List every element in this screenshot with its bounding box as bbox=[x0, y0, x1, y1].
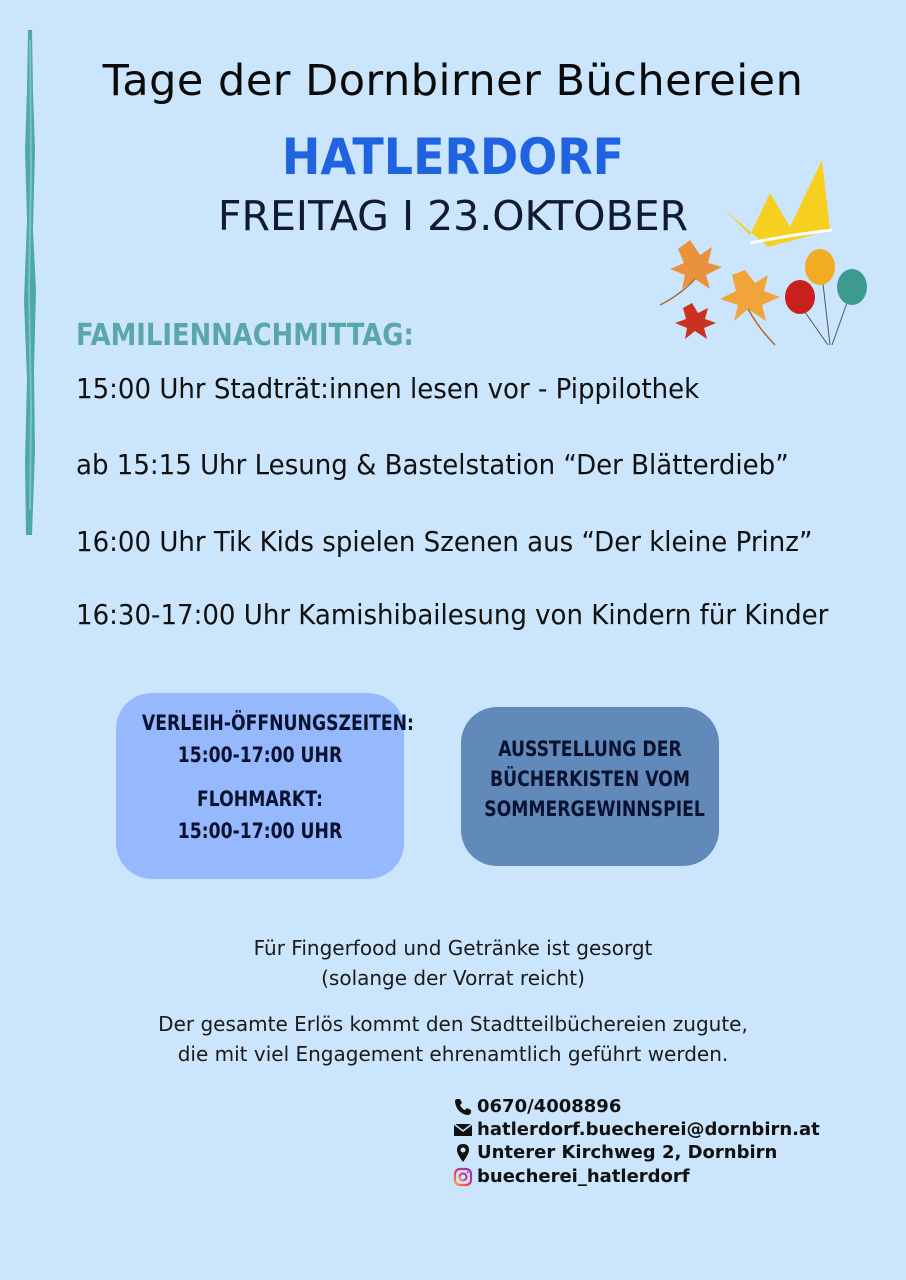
phone-icon bbox=[453, 1097, 473, 1117]
mail-icon bbox=[453, 1120, 473, 1140]
info-text: die mit viel Engagement ehrenamtlich geführt werden. bbox=[177, 1042, 729, 1066]
maple-leaf-icon bbox=[660, 240, 722, 305]
instagram-handle[interactable]: buecherei_hatlerdorf bbox=[477, 1166, 690, 1187]
balloons-icon bbox=[785, 249, 867, 345]
contact-address bbox=[453, 1142, 777, 1163]
flea-market-time: 15:00-17:00 UHR bbox=[177, 819, 343, 843]
program-item: 15:00 Uhr Stadträt:innen lesen vor - Pippilothek bbox=[76, 372, 700, 405]
exhibition-line: SOMMERGEWINNSPIEL bbox=[484, 797, 705, 821]
lending-hours-time: 15:00-17:00 UHR bbox=[177, 743, 343, 767]
program-item: 16:00 Uhr Tik Kids spielen Szenen aus “Der kleine Prinz” bbox=[76, 525, 813, 558]
location-pin-icon bbox=[453, 1143, 473, 1163]
contact-phone bbox=[453, 1096, 621, 1117]
program-item: 16:30-17:00 Uhr Kamishibailesung von Kindern für Kinder bbox=[76, 598, 829, 631]
exhibition-box bbox=[461, 707, 719, 866]
info-text: (solange der Vorrat reicht) bbox=[321, 966, 585, 990]
crown-icon bbox=[725, 160, 832, 247]
street-address: Unterer Kirchweg 2, Dornbirn bbox=[477, 1142, 778, 1163]
phone-number[interactable]: 0670/4008896 bbox=[477, 1096, 622, 1117]
event-title: Tage der Dornbirner Büchereien bbox=[102, 56, 804, 106]
program-item: ab 15:15 Uhr Lesung & Bastelstation “Der Blätterdieb” bbox=[76, 448, 789, 481]
instagram-icon bbox=[453, 1167, 473, 1187]
contact-email bbox=[453, 1119, 820, 1140]
exhibition-line: AUSSTELLUNG DER bbox=[498, 737, 682, 761]
contact-instagram bbox=[453, 1166, 690, 1187]
location-heading: HATLERDORF bbox=[281, 128, 625, 186]
program-heading: FAMILIENNACHMITTAG: bbox=[76, 318, 414, 353]
exhibition-line: BÜCHERKISTEN VOM bbox=[489, 767, 691, 791]
lending-hours-label: VERLEIH-ÖFFNUNGSZEITEN: bbox=[141, 711, 414, 735]
info-text: Für Fingerfood und Getränke ist gesorgt bbox=[253, 936, 653, 960]
event-date: FREITAG I 23.OKTOBER bbox=[217, 192, 689, 240]
flea-market-label: FLOHMARKT: bbox=[197, 787, 323, 811]
opening-hours-box bbox=[116, 693, 414, 879]
maple-leaf-icon bbox=[675, 303, 716, 339]
info-text: Der gesamte Erlös kommt den Stadtteilbüchereien zugute, bbox=[158, 1012, 748, 1036]
autumn-decoration-illustration bbox=[650, 155, 880, 355]
maple-leaf-icon bbox=[720, 270, 780, 345]
email-address[interactable]: hatlerdorf.buecherei@dornbirn.at bbox=[477, 1119, 820, 1140]
